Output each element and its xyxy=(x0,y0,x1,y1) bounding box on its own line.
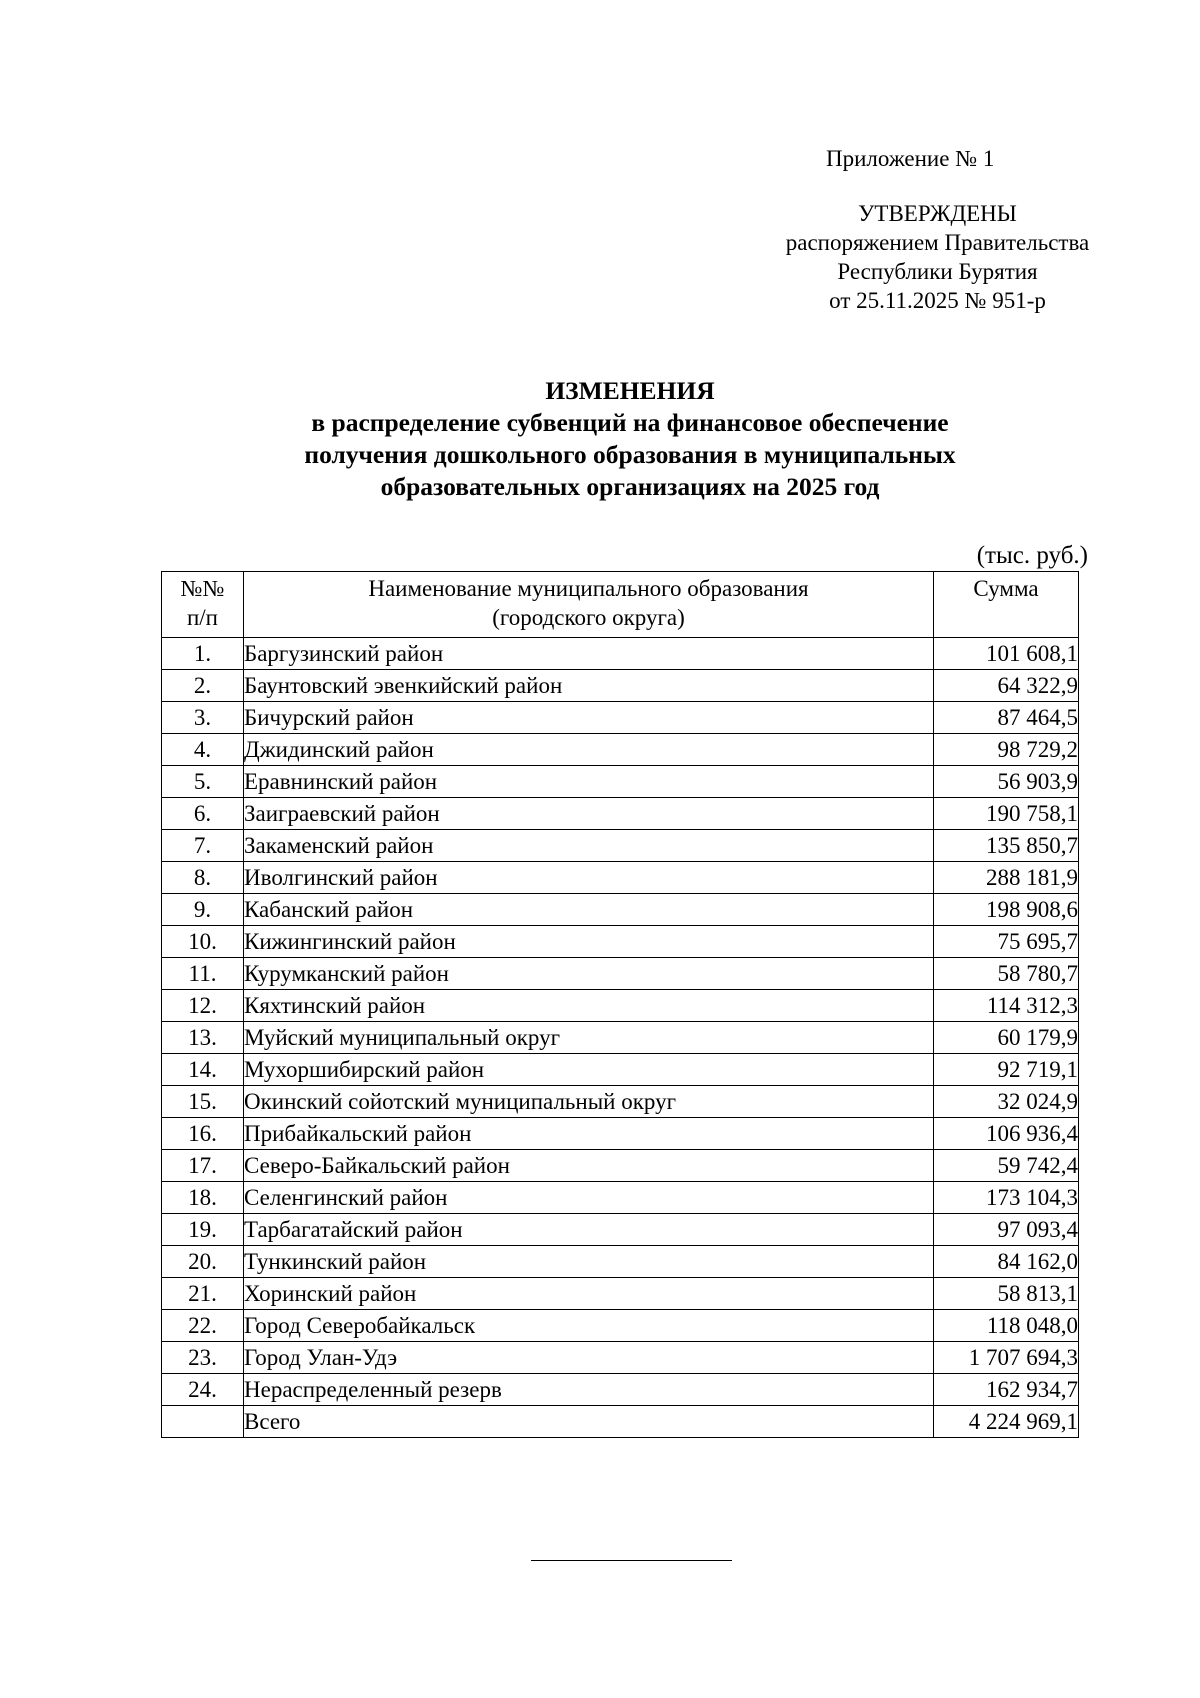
row-sum: 162 934,7 xyxy=(934,1374,1079,1406)
row-sum: 59 742,4 xyxy=(934,1150,1079,1182)
row-number: 5. xyxy=(162,766,244,798)
row-sum: 106 936,4 xyxy=(934,1118,1079,1150)
row-number: 17. xyxy=(162,1150,244,1182)
row-municipality-name: Северо-Байкальский район xyxy=(244,1150,934,1182)
row-number: 19. xyxy=(162,1214,244,1246)
row-sum: 75 695,7 xyxy=(934,926,1079,958)
row-number: 3. xyxy=(162,702,244,734)
table-row xyxy=(162,830,1079,862)
row-municipality-name: Джидинский район xyxy=(244,734,934,766)
row-number: 1. xyxy=(162,638,244,670)
row-sum: 4 224 969,1 xyxy=(934,1406,1079,1438)
row-sum: 64 322,9 xyxy=(934,670,1079,702)
row-sum: 87 464,5 xyxy=(934,702,1079,734)
row-municipality-name: Нераспределенный резерв xyxy=(244,1374,934,1406)
subsidy-table xyxy=(161,571,1079,1438)
row-number: 9. xyxy=(162,894,244,926)
row-municipality-name: Заиграевский район xyxy=(244,798,934,830)
row-number: 7. xyxy=(162,830,244,862)
approved-by-line: распоряжением Правительства xyxy=(785,230,1090,255)
row-sum: 60 179,9 xyxy=(934,1022,1079,1054)
header-name-line-2: (городского округа) xyxy=(492,605,685,630)
approved-region-line: Республики Бурятия xyxy=(837,259,1038,284)
row-number: 6. xyxy=(162,798,244,830)
row-number: 24. xyxy=(162,1374,244,1406)
row-sum: 56 903,9 xyxy=(934,766,1079,798)
row-sum: 288 181,9 xyxy=(934,862,1079,894)
row-sum: 98 729,2 xyxy=(934,734,1079,766)
row-municipality-name: Бичурский район xyxy=(244,702,934,734)
row-municipality-name: Иволгинский район xyxy=(244,862,934,894)
title-line-4: образовательных организациях на 2025 год xyxy=(380,472,880,501)
row-sum: 97 093,4 xyxy=(934,1214,1079,1246)
row-number: 20. xyxy=(162,1246,244,1278)
table-row xyxy=(162,766,1079,798)
row-municipality-name: Курумканский район xyxy=(244,958,934,990)
row-number: 14. xyxy=(162,1054,244,1086)
table-row xyxy=(162,1246,1079,1278)
row-sum: 198 908,6 xyxy=(934,894,1079,926)
title-line-2: в распределение субвенций на финансовое обеспечение xyxy=(311,408,949,437)
row-municipality-name: Кижингинский район xyxy=(244,926,934,958)
row-number: 4. xyxy=(162,734,244,766)
row-number: 21. xyxy=(162,1278,244,1310)
table-row xyxy=(162,894,1079,926)
approved-date-line: от 25.11.2025 № 951-р xyxy=(829,288,1046,313)
row-municipality-name: Еравнинский район xyxy=(244,766,934,798)
row-number: 15. xyxy=(162,1086,244,1118)
table-row xyxy=(162,926,1079,958)
row-number: 10. xyxy=(162,926,244,958)
approval-block xyxy=(700,199,1175,315)
row-number: 13. xyxy=(162,1022,244,1054)
table-row xyxy=(162,1150,1079,1182)
end-divider xyxy=(531,1560,732,1561)
table-header-row xyxy=(162,572,1079,638)
header-sum-label: Сумма xyxy=(973,576,1039,601)
header-number-line-2: п/п xyxy=(186,605,218,630)
row-sum: 118 048,0 xyxy=(934,1310,1079,1342)
row-sum: 1 707 694,3 xyxy=(934,1342,1079,1374)
table-row xyxy=(162,734,1079,766)
row-municipality-name: Баргузинский район xyxy=(244,638,934,670)
row-municipality-name: Закаменский район xyxy=(244,830,934,862)
row-municipality-name: Город Северобайкальск xyxy=(244,1310,934,1342)
row-number: 18. xyxy=(162,1182,244,1214)
row-sum: 190 758,1 xyxy=(934,798,1079,830)
row-sum: 101 608,1 xyxy=(934,638,1079,670)
table-row xyxy=(162,990,1079,1022)
header-number xyxy=(162,572,244,638)
row-municipality-name: Город Улан-Удэ xyxy=(244,1342,934,1374)
table-row xyxy=(162,1054,1079,1086)
row-sum: 114 312,3 xyxy=(934,990,1079,1022)
table-row xyxy=(162,1342,1079,1374)
approved-heading: УТВЕРЖДЕНЫ xyxy=(858,201,1017,226)
row-municipality-name: Селенгинский район xyxy=(244,1182,934,1214)
appendix-label: Приложение № 1 xyxy=(826,146,995,171)
row-municipality-name: Кабанский район xyxy=(244,894,934,926)
row-municipality-name: Всего xyxy=(244,1406,934,1438)
title-line-3: получения дошкольного образования в муниципальных xyxy=(304,440,956,469)
row-municipality-name: Прибайкальский район xyxy=(244,1118,934,1150)
table-row xyxy=(162,702,1079,734)
table-row xyxy=(162,1310,1079,1342)
row-number: 22. xyxy=(162,1310,244,1342)
document-title xyxy=(160,375,1100,503)
table-row xyxy=(162,862,1079,894)
table-row xyxy=(162,1182,1079,1214)
row-number: 23. xyxy=(162,1342,244,1374)
table-row xyxy=(162,1086,1079,1118)
row-sum: 92 719,1 xyxy=(934,1054,1079,1086)
units-label: (тыс. руб.) xyxy=(976,542,1088,569)
row-number: 12. xyxy=(162,990,244,1022)
row-municipality-name: Хоринский район xyxy=(244,1278,934,1310)
table-row xyxy=(162,1214,1079,1246)
table-row xyxy=(162,670,1079,702)
row-sum: 32 024,9 xyxy=(934,1086,1079,1118)
row-number: 11. xyxy=(162,958,244,990)
table-row xyxy=(162,798,1079,830)
header-name xyxy=(244,572,934,638)
header-name-line-1: Наименование муниципального образования xyxy=(368,576,809,601)
row-municipality-name: Баунтовский эвенкийский район xyxy=(244,670,934,702)
table-body xyxy=(162,638,1079,1438)
table-row xyxy=(162,1118,1079,1150)
table-row xyxy=(162,1278,1079,1310)
table-row xyxy=(162,638,1079,670)
row-municipality-name: Мухоршибирский район xyxy=(244,1054,934,1086)
table-row xyxy=(162,958,1079,990)
row-municipality-name: Кяхтинский район xyxy=(244,990,934,1022)
table-row xyxy=(162,1374,1079,1406)
row-municipality-name: Окинский сойотский муниципальный округ xyxy=(244,1086,934,1118)
row-number xyxy=(162,1406,244,1438)
header-sum xyxy=(934,572,1079,638)
table-total-row xyxy=(162,1406,1079,1438)
header-number-line-1: №№ xyxy=(180,576,225,601)
table-row xyxy=(162,1022,1079,1054)
row-municipality-name: Тарбагатайский район xyxy=(244,1214,934,1246)
row-sum: 58 780,7 xyxy=(934,958,1079,990)
row-sum: 58 813,1 xyxy=(934,1278,1079,1310)
row-sum: 135 850,7 xyxy=(934,830,1079,862)
row-sum: 84 162,0 xyxy=(934,1246,1079,1278)
row-sum: 173 104,3 xyxy=(934,1182,1079,1214)
row-municipality-name: Муйский муниципальный округ xyxy=(244,1022,934,1054)
row-number: 8. xyxy=(162,862,244,894)
row-municipality-name: Тункинский район xyxy=(244,1246,934,1278)
row-number: 2. xyxy=(162,670,244,702)
title-line-1: ИЗМЕНЕНИЯ xyxy=(545,376,715,405)
row-number: 16. xyxy=(162,1118,244,1150)
